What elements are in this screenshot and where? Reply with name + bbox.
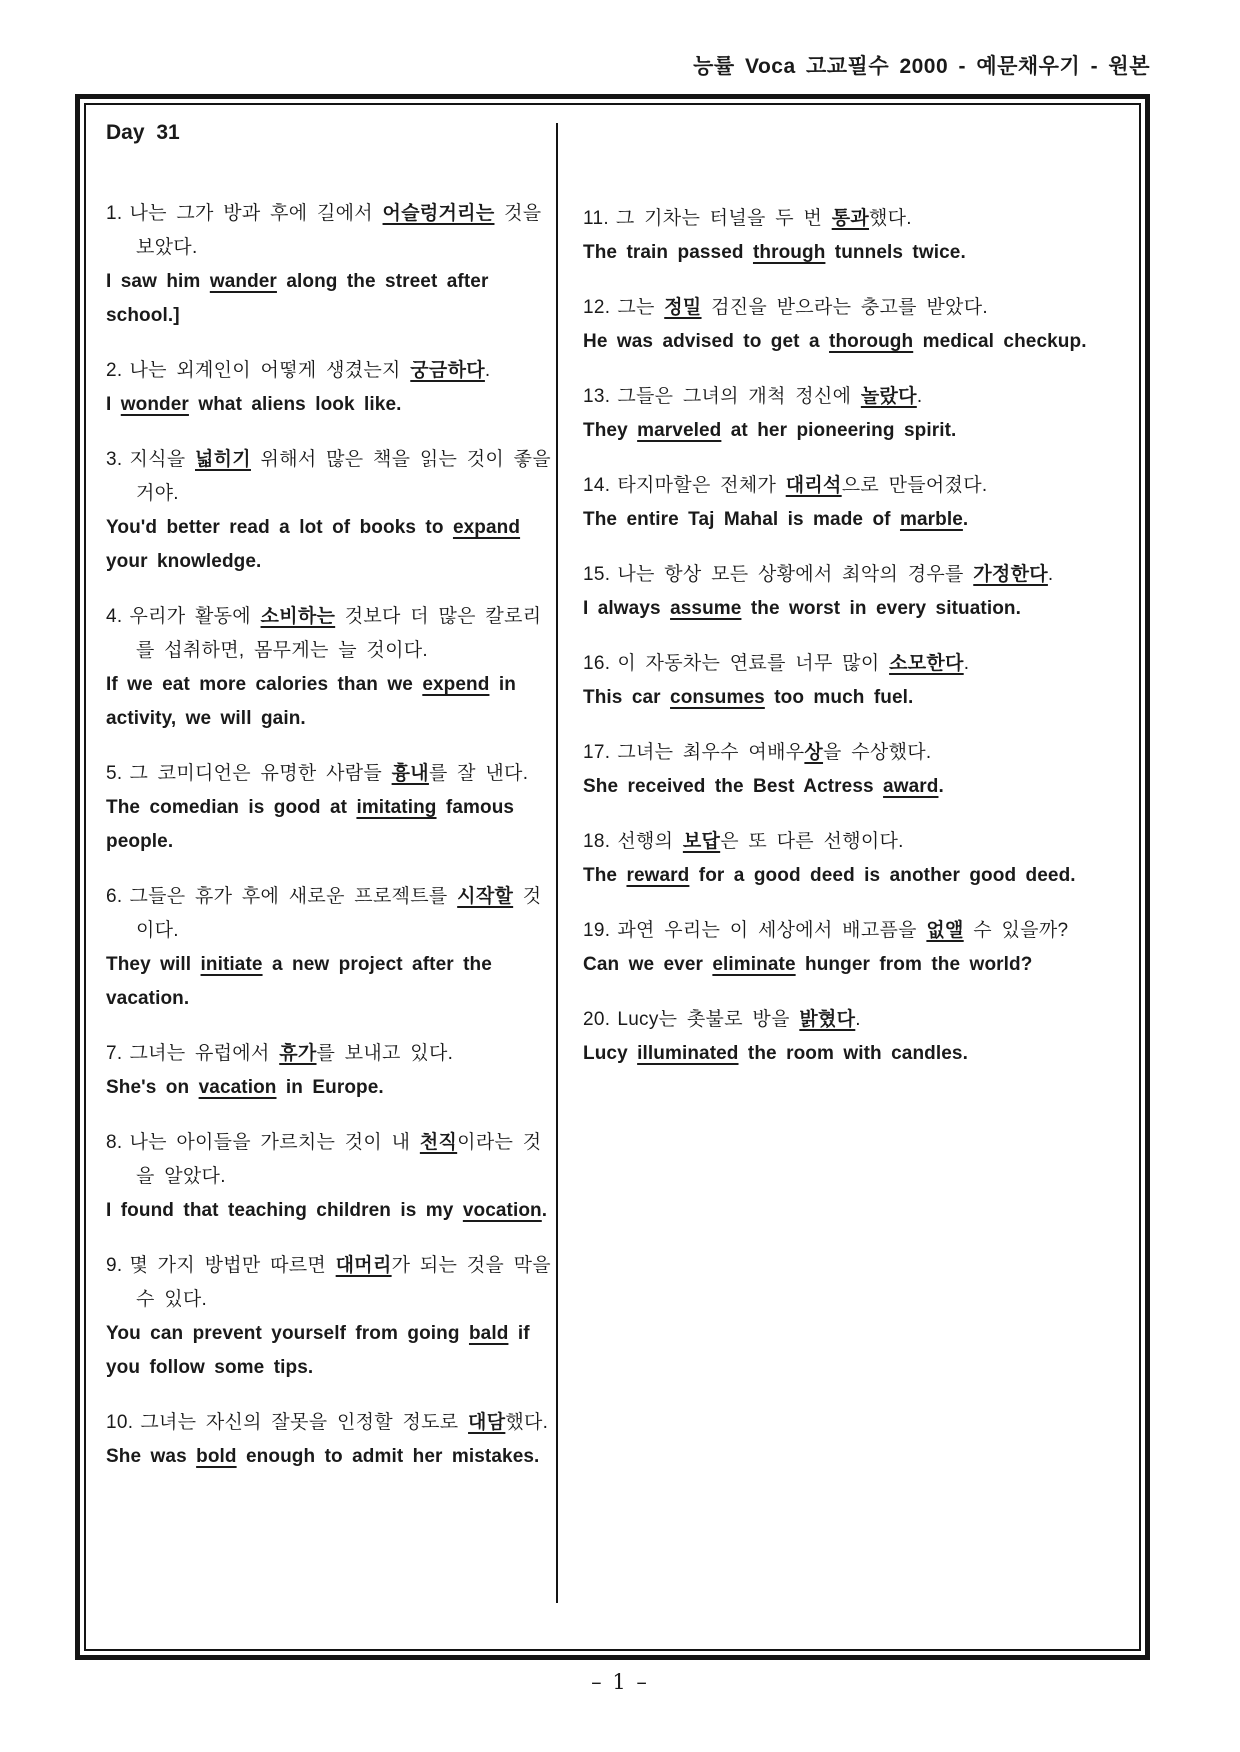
item-number: 20.	[583, 1009, 611, 1030]
korean-text-before: 몇 가지 방법만 따르면	[129, 1255, 336, 1276]
item-number: 13.	[583, 386, 611, 407]
english-keyword: illuminated	[637, 1043, 739, 1064]
english-text-after: enough to admit her mistakes.	[236, 1446, 540, 1467]
right-column	[583, 202, 1135, 1092]
korean-keyword: 없앨	[926, 920, 964, 941]
korean-sentence	[583, 202, 1135, 236]
english-text-before: You'd better read a lot of books to	[106, 517, 453, 538]
sentence-item	[106, 1406, 558, 1474]
korean-keyword: 보답	[682, 831, 721, 852]
korean-text-after: 을 수상했다.	[823, 742, 932, 763]
korean-sentence	[106, 600, 558, 668]
english-sentence	[583, 1037, 1135, 1071]
english-sentence	[583, 859, 1135, 893]
page-number: – 1 –	[591, 1670, 649, 1694]
korean-sentence	[583, 736, 1135, 770]
english-sentence	[583, 325, 1135, 359]
korean-sentence	[583, 380, 1135, 414]
korean-text-after: 것보다 더 많은 칼로리를 섭취하면, 몸무게는 늘 것이다.	[136, 606, 542, 661]
item-number: 9.	[106, 1255, 123, 1276]
document-title: 능률 Voca 고교필수 2000 - 예문채우기 - 원본	[693, 55, 1150, 78]
item-number: 10.	[106, 1412, 134, 1433]
korean-sentence	[583, 647, 1135, 681]
english-keyword: wonder	[120, 394, 189, 415]
korean-sentence	[106, 880, 558, 948]
korean-sentence	[106, 1406, 558, 1440]
english-text-before: If we eat more calories than we	[106, 674, 423, 695]
sentence-item	[106, 443, 558, 579]
item-number: 15.	[583, 564, 611, 585]
english-text-before: They	[583, 420, 638, 441]
korean-text-after: .	[916, 386, 923, 407]
korean-text-before: Lucy는 촛불로 방을	[617, 1009, 800, 1030]
korean-sentence	[583, 825, 1135, 859]
item-number: 18.	[583, 831, 611, 852]
english-text-after: along the street after school.]	[106, 271, 489, 326]
korean-text-after: .	[855, 1009, 861, 1030]
english-keyword: expend	[422, 674, 490, 695]
english-text-before: The comedian is good at	[106, 797, 357, 818]
english-text-before: She's on	[106, 1077, 199, 1098]
korean-keyword: 천직	[419, 1132, 458, 1153]
english-sentence	[583, 236, 1135, 270]
item-number: 19.	[583, 920, 611, 941]
english-sentence	[583, 503, 1135, 537]
korean-text-before: 그녀는 자신의 잘못을 인정할 정도로	[140, 1412, 469, 1433]
english-text-before: I always	[583, 598, 671, 619]
item-number: 14.	[583, 475, 611, 496]
english-text-after: .	[541, 1200, 548, 1221]
english-sentence	[106, 265, 558, 333]
page-border-inner	[84, 103, 1141, 1651]
english-keyword: assume	[670, 598, 742, 619]
sentence-item	[583, 825, 1135, 893]
english-text-after: if you follow some tips.	[106, 1323, 530, 1378]
korean-keyword: 대담	[468, 1412, 506, 1433]
korean-keyword: 대리석	[785, 475, 842, 496]
item-number: 6.	[106, 886, 123, 907]
korean-text-after: 수 있을까?	[963, 920, 1069, 941]
korean-keyword: 시작할	[457, 886, 514, 907]
korean-text-before: 나는 아이들을 가르치는 것이 내	[129, 1132, 420, 1153]
english-text-after: hunger from the world?	[795, 954, 1033, 975]
english-sentence	[583, 592, 1135, 626]
english-keyword: bold	[196, 1446, 237, 1467]
korean-text-before: 나는 항상 모든 상황에서 최악의 경우를	[617, 564, 974, 585]
korean-text-after: .	[1047, 564, 1054, 585]
korean-keyword: 궁금하다	[410, 360, 485, 381]
korean-keyword: 놀랐다	[860, 386, 917, 407]
english-text-before: The train passed	[583, 242, 753, 263]
korean-text-after: 은 또 다른 선행이다.	[720, 831, 904, 852]
korean-text-before: 지식을	[129, 449, 195, 470]
item-number: 11.	[583, 208, 609, 229]
sentence-item	[583, 558, 1135, 626]
korean-keyword: 소모한다	[889, 653, 964, 674]
korean-text-after: 를 잘 낸다.	[428, 763, 529, 784]
english-text-before: The	[583, 865, 627, 886]
korean-sentence	[106, 1249, 558, 1317]
korean-keyword: 휴가	[279, 1043, 317, 1064]
english-text-before: This car	[583, 687, 671, 708]
korean-text-before: 우리가 활동에	[129, 606, 261, 627]
sentence-item	[583, 1003, 1135, 1071]
sentence-item	[106, 1249, 558, 1385]
sentence-item	[106, 197, 558, 333]
korean-sentence	[106, 443, 558, 511]
english-text-after: .	[962, 509, 969, 530]
sentence-item	[583, 647, 1135, 715]
english-keyword: thorough	[829, 331, 914, 352]
korean-keyword: 넓히기	[195, 449, 251, 470]
korean-text-after: 것이다.	[136, 886, 542, 941]
sentence-item	[106, 1037, 558, 1105]
english-text-after: the worst in every situation.	[741, 598, 1021, 619]
item-number: 2.	[106, 360, 123, 381]
korean-sentence	[106, 757, 558, 791]
sentence-item	[106, 600, 558, 736]
korean-text-before: 선행의	[617, 831, 683, 852]
item-number: 1.	[106, 203, 123, 224]
korean-text-before: 이 자동차는 연료를 너무 많이	[617, 653, 890, 674]
korean-sentence	[106, 354, 558, 388]
english-text-before: She was	[106, 1446, 197, 1467]
english-text-after: the room with candles.	[738, 1043, 968, 1064]
english-sentence	[106, 1071, 558, 1105]
korean-keyword: 흉내	[391, 763, 429, 784]
korean-keyword: 밝혔다	[799, 1009, 856, 1030]
item-number: 4.	[106, 606, 123, 627]
english-text-after: famous people.	[106, 797, 515, 852]
item-number: 7.	[106, 1043, 123, 1064]
sentence-item	[583, 469, 1135, 537]
english-text-after: what aliens look like.	[188, 394, 402, 415]
english-text-before: I	[106, 394, 121, 415]
korean-text-after: .	[484, 360, 491, 381]
english-text-after: for a good deed is another good deed.	[689, 865, 1076, 886]
english-keyword: vacation	[198, 1077, 277, 1098]
english-text-after: in activity, we will gain.	[106, 674, 516, 729]
english-keyword: initiate	[200, 954, 263, 975]
korean-text-after: 를 보내고 있다.	[316, 1043, 454, 1064]
korean-sentence	[583, 291, 1135, 325]
korean-text-before: 그 코미디언은 유명한 사람들	[129, 763, 392, 784]
korean-text-before: 나는 외계인이 어떻게 생겼는지	[129, 360, 411, 381]
korean-text-after: 위해서 많은 책을 읽는 것이 좋을 거야.	[136, 449, 551, 504]
english-sentence	[106, 1194, 558, 1228]
english-text-before: He was advised to get a	[583, 331, 830, 352]
sentence-item	[583, 736, 1135, 804]
korean-text-before: 나는 그가 방과 후에 길에서	[129, 203, 383, 224]
english-sentence	[106, 1440, 558, 1474]
korean-text-before: 타지마할은 전체가	[617, 475, 786, 496]
korean-sentence	[106, 197, 558, 265]
english-keyword: eliminate	[712, 954, 796, 975]
korean-text-before: 과연 우리는 이 세상에서 배고픔을	[617, 920, 927, 941]
english-text-after: at her pioneering spirit.	[721, 420, 957, 441]
english-sentence	[106, 388, 558, 422]
english-text-before: Can we ever	[583, 954, 713, 975]
korean-text-after: 검진을 받으라는 충고를 받았다.	[701, 297, 988, 318]
korean-sentence	[583, 914, 1135, 948]
english-text-after: .	[938, 776, 944, 797]
english-sentence	[106, 511, 558, 579]
sentence-item	[583, 202, 1135, 270]
english-sentence	[583, 948, 1135, 982]
korean-text-after: 했다.	[869, 208, 912, 229]
korean-text-before: 그는	[617, 297, 665, 318]
korean-text-after: 것을 보았다.	[136, 203, 542, 258]
english-text-before: I saw him	[106, 271, 210, 292]
item-number: 8.	[106, 1132, 123, 1153]
korean-keyword: 대머리	[335, 1255, 392, 1276]
item-number: 17.	[583, 742, 611, 763]
english-text-before: She received the Best Actress	[583, 776, 884, 797]
english-sentence	[106, 948, 558, 1016]
korean-text-after: 가 되는 것을 막을 수 있다.	[136, 1255, 551, 1310]
english-keyword: consumes	[670, 687, 765, 708]
english-sentence	[106, 791, 558, 859]
korean-text-before: 그들은 그녀의 개척 정신에	[617, 386, 861, 407]
korean-text-before: 그녀는 유럽에서	[129, 1043, 280, 1064]
item-number: 12.	[583, 297, 611, 318]
sentence-item	[583, 291, 1135, 359]
korean-text-after: 으로 만들어졌다.	[841, 475, 988, 496]
korean-keyword: 정밀	[664, 297, 702, 318]
english-keyword: through	[752, 242, 826, 263]
sentence-item	[106, 757, 558, 859]
english-text-after: a new project after the vacation.	[106, 954, 492, 1009]
english-sentence	[583, 770, 1135, 804]
english-sentence	[583, 681, 1135, 715]
sentence-item	[106, 354, 558, 422]
english-text-after: your knowledge.	[106, 551, 262, 572]
english-text-before: You can prevent yourself from going	[106, 1323, 469, 1344]
english-keyword: bald	[468, 1323, 509, 1344]
english-text-after: medical checkup.	[913, 331, 1087, 352]
english-keyword: reward	[626, 865, 690, 886]
sentence-item	[583, 380, 1135, 448]
english-text-before: I found that teaching children is my	[106, 1200, 463, 1221]
korean-text-before: 그 기차는 터널을 두 번	[615, 208, 832, 229]
sentence-item	[583, 914, 1135, 982]
english-sentence	[106, 1317, 558, 1385]
korean-sentence	[583, 469, 1135, 503]
english-keyword: marble	[899, 509, 963, 530]
korean-keyword: 상	[804, 742, 824, 763]
english-sentence	[583, 414, 1135, 448]
korean-keyword: 통과	[831, 208, 869, 229]
korean-keyword: 가정한다	[973, 564, 1048, 585]
korean-sentence	[106, 1037, 558, 1071]
english-keyword: marveled	[637, 420, 722, 441]
item-number: 3.	[106, 449, 123, 470]
english-text-after: too much fuel.	[764, 687, 914, 708]
english-keyword: award	[883, 776, 939, 797]
sentence-item	[106, 880, 558, 1016]
korean-text-after: 이라는 것을 알았다.	[136, 1132, 542, 1187]
korean-text-before: 그녀는 최우수 여배우	[617, 742, 805, 763]
korean-text-before: 그들은 휴가 후에 새로운 프로젝트를	[129, 886, 458, 907]
korean-sentence	[583, 558, 1135, 592]
korean-keyword: 어슬렁거리는	[382, 203, 495, 224]
item-number: 5.	[106, 763, 123, 784]
english-text-after: in Europe.	[276, 1077, 384, 1098]
left-column	[106, 197, 558, 1495]
english-text-before: The entire Taj Mahal is made of	[583, 509, 900, 530]
english-keyword: vocation	[462, 1200, 542, 1221]
english-keyword: wander	[209, 271, 277, 292]
english-text-before: Lucy	[583, 1043, 638, 1064]
page-border-frame	[75, 94, 1150, 1660]
korean-keyword: 소비하는	[260, 606, 336, 627]
english-text-before: They will	[106, 954, 201, 975]
korean-text-after: .	[963, 653, 970, 674]
english-sentence	[106, 668, 558, 736]
korean-sentence	[583, 1003, 1135, 1037]
korean-text-after: 했다.	[505, 1412, 549, 1433]
english-keyword: expand	[452, 517, 521, 538]
sentence-item	[106, 1126, 558, 1228]
day-label: Day 31	[106, 121, 180, 144]
korean-sentence	[106, 1126, 558, 1194]
english-text-after: tunnels twice.	[825, 242, 966, 263]
item-number: 16.	[583, 653, 611, 674]
english-keyword: imitating	[356, 797, 437, 818]
